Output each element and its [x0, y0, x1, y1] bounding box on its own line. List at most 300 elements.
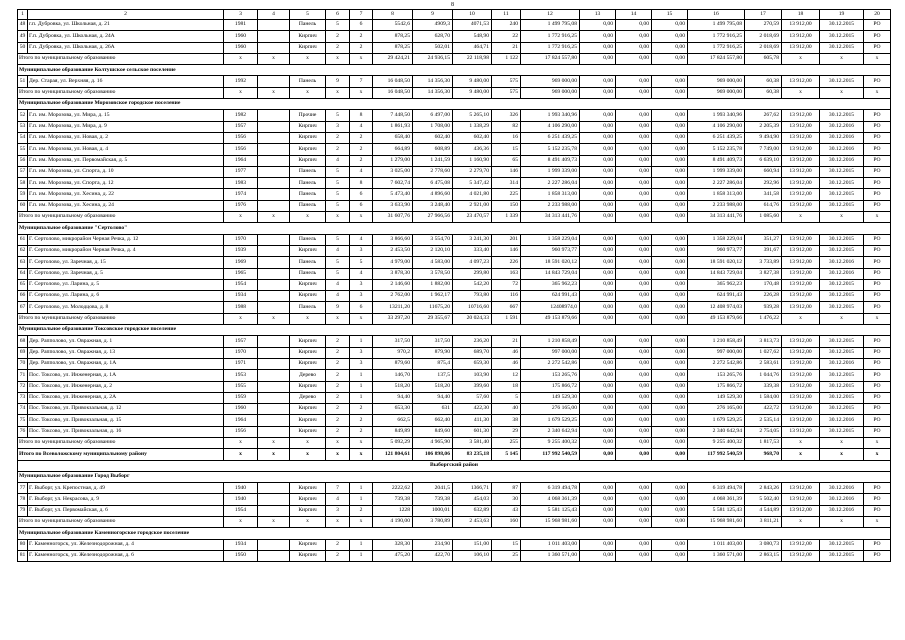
total-cell: 27 966,56	[413, 212, 453, 223]
table-cell: РО	[864, 505, 891, 516]
table-cell: 0,00	[652, 144, 688, 155]
table-cell: 30.12.2015	[820, 336, 864, 347]
table-cell: 3 633,90	[373, 200, 413, 211]
table-cell: РО	[864, 539, 891, 550]
table-cell: 4 097,23	[453, 257, 492, 268]
table-cell: 0,00	[652, 483, 688, 494]
table-cell	[258, 144, 290, 155]
table-cell: 0,00	[616, 550, 652, 561]
table-cell: 0,00	[616, 404, 652, 415]
table-cell: 13 912,00	[782, 42, 820, 53]
table-cell: 1 993 340,96	[688, 110, 745, 121]
table-cell: 69	[18, 347, 28, 358]
table-cell: 0,00	[580, 42, 616, 53]
table-cell: 326	[492, 110, 521, 121]
table-cell: 30.12.2015	[820, 234, 864, 245]
table-cell: 59	[18, 189, 28, 200]
table-cell: РО	[864, 550, 891, 561]
table-cell: 18	[492, 381, 521, 392]
total-cell: 0,00	[652, 212, 688, 223]
table-cell: Панель	[290, 166, 326, 177]
table-cell: 0,00	[580, 31, 616, 42]
table-cell: РО	[864, 336, 891, 347]
table-cell: 1971	[224, 358, 258, 369]
section-title: Муниципальное образование Колтушское сельское поселение	[18, 65, 891, 76]
table-cell: 3 554,70	[413, 234, 453, 245]
table-cell: 0,00	[616, 279, 652, 290]
table-cell: 0,00	[652, 166, 688, 177]
table-cell	[258, 347, 290, 358]
table-cell: 5 152 235,78	[521, 144, 580, 155]
table-cell: 969 000,00	[521, 76, 580, 87]
total-cell: х	[258, 449, 290, 460]
table-cell: 1950	[224, 550, 258, 561]
total-cell: х	[224, 437, 258, 448]
table-cell: Пос. Токсово, ул. Инженерная, д. 2А	[28, 392, 224, 403]
table-cell: 13 912,00	[782, 279, 820, 290]
table-cell: 43	[492, 505, 521, 516]
total-cell: х	[782, 437, 820, 448]
table-cell: 1934	[224, 291, 258, 302]
table-cell: 1957	[224, 336, 258, 347]
table-cell: 22	[492, 31, 521, 42]
table-cell: 997 000,00	[521, 347, 580, 358]
total-cell: 4 965,90	[413, 437, 453, 448]
table-cell	[258, 42, 290, 53]
table-cell: 365 962,23	[688, 279, 745, 290]
table-cell: 64	[18, 268, 28, 279]
table-row	[18, 42, 891, 53]
table-cell: 575	[492, 76, 521, 87]
table-cell: 30.12.2016	[820, 268, 864, 279]
table-cell: 137,5	[413, 370, 453, 381]
table-cell: 236,20	[453, 336, 492, 347]
table-cell: 1965	[224, 268, 258, 279]
subtotal-row	[18, 313, 891, 324]
table-cell: 0,00	[652, 381, 688, 392]
total-cell: х	[350, 87, 373, 98]
table-cell: 1953	[224, 370, 258, 381]
table-cell: Кирпич	[290, 245, 326, 256]
table-cell: 333,40	[453, 245, 492, 256]
table-cell: 80	[18, 539, 28, 550]
table-cell: 2 146,60	[373, 279, 413, 290]
table-cell: РО	[864, 76, 891, 87]
total-cell: х	[350, 53, 373, 64]
table-cell: 0,00	[616, 110, 652, 121]
table-cell: 6 639,10	[745, 155, 782, 166]
table-cell: 149 529,30	[521, 392, 580, 403]
table-cell: 2 453,50	[373, 245, 413, 256]
table-cell: 4 583,00	[413, 257, 453, 268]
table-cell: 1 241,59	[413, 155, 453, 166]
table-cell: 4 544,89	[745, 505, 782, 516]
table-cell: 3 813,73	[745, 336, 782, 347]
section-title: Муниципальное образование Каменногорское городское поселение	[18, 528, 891, 539]
table-cell: 3	[326, 121, 350, 132]
table-cell	[258, 483, 290, 494]
total-cell: 0,00	[616, 449, 652, 460]
total-cell: 121 804,61	[373, 449, 413, 460]
table-cell: 65	[492, 155, 521, 166]
table-cell: 689,70	[453, 347, 492, 358]
total-cell: 0,00	[616, 313, 652, 324]
table-cell: 7 448,50	[373, 110, 413, 121]
subtotal-row	[18, 517, 891, 528]
table-cell: 73	[18, 392, 28, 403]
table-cell: 1956	[224, 132, 258, 143]
table-cell: 13 912,00	[782, 550, 820, 561]
column-number: 20	[864, 10, 891, 20]
table-cell: РО	[864, 257, 891, 268]
table-cell: 52	[18, 110, 28, 121]
table-cell: 2 233 988,00	[521, 200, 580, 211]
table-cell: 0,00	[616, 155, 652, 166]
table-cell: 4	[350, 166, 373, 177]
total-cell: х	[258, 517, 290, 528]
table-cell: 0,00	[580, 347, 616, 358]
table-cell: 5	[326, 110, 350, 121]
table-cell: 7	[326, 483, 350, 494]
table-row	[18, 132, 891, 143]
table-cell: 1 499 795,08	[521, 20, 580, 31]
table-cell: 5	[326, 20, 350, 31]
table-cell: 2 233 988,00	[688, 200, 745, 211]
total-cell: х	[820, 313, 864, 324]
total-label: Итого по муниципальному образованию	[18, 517, 224, 528]
table-cell: 0,00	[652, 178, 688, 189]
table-cell: 1 027,62	[745, 347, 782, 358]
table-cell: 149 529,30	[688, 392, 745, 403]
table-cell: 4	[350, 268, 373, 279]
table-cell: 9 494,90	[745, 132, 782, 143]
column-number: 16	[688, 10, 745, 20]
table-cell: 5	[326, 257, 350, 268]
table-cell: 67	[18, 302, 28, 313]
table-cell: 30.12.2015	[820, 42, 864, 53]
total-cell: х	[782, 87, 820, 98]
table-cell: 4	[326, 291, 350, 302]
table-cell: Пос. Токсово, ул. Привокзальная, д. 12	[28, 404, 224, 415]
table-cell: Г. Каменногорск, ул. Железнодорожная, д. 6	[28, 550, 224, 561]
total-label: Итого по муниципальному образованию	[18, 53, 224, 64]
table-cell: 12	[492, 370, 521, 381]
table-cell: 1 772 916,25	[688, 42, 745, 53]
total-cell: х	[224, 313, 258, 324]
table-cell: Панель	[290, 178, 326, 189]
total-cell: х	[350, 449, 373, 460]
table-cell: 422,30	[453, 404, 492, 415]
table-cell: 2	[326, 358, 350, 369]
table-cell: 30.12.2015	[820, 291, 864, 302]
table-cell: 13 912,00	[782, 291, 820, 302]
table-cell: 0,00	[652, 494, 688, 505]
table-cell: 29	[492, 426, 521, 437]
table-cell: 0,00	[616, 144, 652, 155]
table-cell: 399,60	[453, 381, 492, 392]
table-cell: Панель	[290, 189, 326, 200]
table-cell: 10716,60	[453, 302, 492, 313]
table-cell: 0,00	[580, 178, 616, 189]
table-cell: 267,62	[745, 110, 782, 121]
table-row	[18, 505, 891, 516]
table-cell: 664,89	[373, 144, 413, 155]
table-cell: 87	[492, 483, 521, 494]
table-cell: 0,00	[652, 42, 688, 53]
table-cell: 5	[492, 392, 521, 403]
total-cell: х	[258, 212, 290, 223]
table-cell: 9	[326, 76, 350, 87]
table-cell: 391,67	[745, 245, 782, 256]
table-cell: 2 227 286,04	[688, 178, 745, 189]
subtotal-row	[18, 87, 891, 98]
total-cell: 605,78	[745, 53, 782, 64]
table-cell: 1 858 313,00	[688, 189, 745, 200]
table-cell: 0,00	[652, 336, 688, 347]
table-cell: Панель	[290, 20, 326, 31]
table-cell	[258, 178, 290, 189]
table-cell: 3 241,30	[453, 234, 492, 245]
table-cell: 13 912,00	[782, 347, 820, 358]
table-cell: 75	[18, 415, 28, 426]
table-cell: 2	[326, 550, 350, 561]
table-cell: Кирпич	[290, 539, 326, 550]
table-cell: 0,00	[616, 415, 652, 426]
table-cell: 30.12.2015	[820, 302, 864, 313]
table-cell: 79	[18, 505, 28, 516]
table-cell: 5	[326, 178, 350, 189]
table-cell: Панель	[290, 234, 326, 245]
total-cell: 969 000,00	[521, 87, 580, 98]
section-title: Муниципальное образование Токсовское городское поселение	[18, 325, 891, 336]
table-cell: 1 499 795,08	[688, 20, 745, 31]
column-number: 13	[580, 10, 616, 20]
table-cell: 2	[326, 42, 350, 53]
table-cell: 71	[18, 370, 28, 381]
table-cell	[258, 381, 290, 392]
table-cell: 234,90	[413, 539, 453, 550]
table-cell: 2	[350, 426, 373, 437]
table-cell	[258, 392, 290, 403]
table-row	[18, 358, 891, 369]
table-cell: 422,72	[745, 404, 782, 415]
table-cell: 30.12.2016	[820, 257, 864, 268]
table-cell: 0,00	[580, 279, 616, 290]
total-cell: х	[782, 53, 820, 64]
table-cell: 30.12.2015	[820, 31, 864, 42]
table-cell: 30.12.2015	[820, 178, 864, 189]
table-cell	[258, 291, 290, 302]
table-cell: 5 581 125,43	[688, 505, 745, 516]
table-cell	[258, 121, 290, 132]
table-cell: 1959	[224, 392, 258, 403]
total-cell: х	[224, 449, 258, 460]
table-cell: Г.п. им. Морозова, ул. Новая, д. 2	[28, 132, 224, 143]
table-cell: 2	[326, 144, 350, 155]
table-cell: 46	[492, 347, 521, 358]
table-cell: 30.12.2015	[820, 426, 864, 437]
table-cell: 0,00	[616, 200, 652, 211]
table-cell: 5 502,40	[745, 494, 782, 505]
table-cell: 341,58	[745, 189, 782, 200]
table-cell: 13 912,00	[782, 245, 820, 256]
table-cell: 56	[18, 155, 28, 166]
table-cell: 13 912,00	[782, 505, 820, 516]
table-cell: 21	[492, 42, 521, 53]
table-cell: 3 025,00	[373, 166, 413, 177]
table-cell: 0,00	[616, 20, 652, 31]
total-cell: 0,00	[652, 87, 688, 98]
total-cell: х	[290, 517, 326, 528]
table-cell: 1 962,17	[413, 291, 453, 302]
column-number: 1	[18, 10, 28, 20]
total-cell: х	[326, 313, 350, 324]
table-cell	[258, 20, 290, 31]
table-cell: 30.12.2016	[820, 132, 864, 143]
table-cell: 1976	[224, 200, 258, 211]
table-cell: 1 993 340,96	[521, 110, 580, 121]
table-cell: РО	[864, 415, 891, 426]
table-cell	[258, 257, 290, 268]
table-cell: 13 912,00	[782, 178, 820, 189]
table-cell: 6 251 439,25	[688, 132, 745, 143]
table-cell: Г. Выборг, ул. Крепостная, д. 49	[28, 483, 224, 494]
total-cell: 15 968 981,60	[521, 517, 580, 528]
table-cell: 13 912,00	[782, 110, 820, 121]
table-cell: 18 591 020,12	[688, 257, 745, 268]
table-cell: 0,00	[652, 404, 688, 415]
column-number: 10	[453, 10, 492, 20]
table-cell: 1977	[224, 166, 258, 177]
table-cell: Кирпич	[290, 505, 326, 516]
table-cell	[258, 539, 290, 550]
table-cell: 0,00	[652, 302, 688, 313]
table-row	[18, 494, 891, 505]
table-cell: 30.12.2016	[820, 415, 864, 426]
table-cell: 878,25	[373, 31, 413, 42]
table-cell: 602,40	[453, 132, 492, 143]
table-cell: 2	[326, 426, 350, 437]
table-cell: 0,00	[580, 132, 616, 143]
total-label: Итого по муниципальному образованию	[18, 87, 224, 98]
table-cell: 30.12.2015	[820, 392, 864, 403]
table-cell: 0,00	[616, 234, 652, 245]
table-cell: 454,03	[453, 494, 492, 505]
table-cell: 175 866,72	[688, 381, 745, 392]
table-cell: 1 210 858,49	[688, 336, 745, 347]
table-cell: Панель	[290, 76, 326, 87]
table-cell: Дерево	[290, 370, 326, 381]
table-cell: 328,30	[373, 539, 413, 550]
table-cell: 0,00	[580, 245, 616, 256]
total-cell: 4 190,00	[373, 517, 413, 528]
table-cell: Кирпич	[290, 381, 326, 392]
table-cell: 653,30	[373, 404, 413, 415]
total-cell: 34 313 441,76	[688, 212, 745, 223]
table-cell: 1969	[224, 257, 258, 268]
table-cell: 146	[492, 245, 521, 256]
table-cell: 9	[326, 302, 350, 313]
table-cell: Г. Сертолово, ул. Заречная, д. 5	[28, 268, 224, 279]
total-cell: 255	[492, 437, 521, 448]
total-label: Итого по муниципальному образованию	[18, 437, 224, 448]
table-cell: РО	[864, 483, 891, 494]
total-cell: 1 339	[492, 212, 521, 223]
total-cell: 0,00	[580, 87, 616, 98]
table-cell: 13 912,00	[782, 358, 820, 369]
table-cell: Г. Сертолово, ул. Заречная, д. 15	[28, 257, 224, 268]
table-cell: 1983	[224, 178, 258, 189]
table-cell: Г.п. им. Морозова, ул. Мира, д. 9	[28, 121, 224, 132]
table-cell: 1 011 403,00	[521, 539, 580, 550]
section-header-row	[18, 325, 891, 336]
table-cell: Г.п. им. Морозова, ул. Новая, д. 4	[28, 144, 224, 155]
table-cell: 30.12.2016	[820, 494, 864, 505]
table-row	[18, 166, 891, 177]
table-cell: 30.12.2015	[820, 189, 864, 200]
housing-repair-table	[17, 9, 891, 562]
table-cell: 2 754,05	[745, 426, 782, 437]
table-cell: 9 480,00	[453, 76, 492, 87]
total-cell: 34 313 441,76	[521, 212, 580, 223]
table-cell: 25	[492, 550, 521, 561]
table-cell: 4 021,80	[453, 189, 492, 200]
table-cell: 30.12.2016	[820, 155, 864, 166]
total-cell: х	[258, 313, 290, 324]
table-cell: 5542,6	[373, 20, 413, 31]
table-cell: 0,00	[616, 257, 652, 268]
table-cell	[258, 404, 290, 415]
table-cell: 0,00	[652, 279, 688, 290]
table-cell: 0,00	[652, 358, 688, 369]
table-row	[18, 110, 891, 121]
table-cell: Г.п. им. Морозова, ул. Спорта, д. 12	[28, 178, 224, 189]
total-cell: 0,00	[580, 53, 616, 64]
table-cell: 0,00	[580, 415, 616, 426]
table-cell: 0,00	[652, 505, 688, 516]
table-cell: 0,00	[580, 302, 616, 313]
table-row	[18, 144, 891, 155]
region-header-row	[18, 460, 891, 471]
table-cell: РО	[864, 279, 891, 290]
table-cell	[258, 415, 290, 426]
table-cell: 50	[18, 42, 28, 53]
table-row	[18, 347, 891, 358]
table-cell: 1 011 403,00	[688, 539, 745, 550]
table-cell: 57	[18, 166, 28, 177]
table-cell: 13 912,00	[782, 415, 820, 426]
table-cell: РО	[864, 426, 891, 437]
table-cell: 2222,62	[373, 483, 413, 494]
table-cell: 201	[492, 234, 521, 245]
table-cell: 0,00	[616, 358, 652, 369]
table-cell: 276 165,00	[521, 404, 580, 415]
total-cell: 9 480,00	[453, 87, 492, 98]
table-cell: 226,28	[745, 291, 782, 302]
table-cell	[258, 358, 290, 369]
table-cell: 1934	[224, 539, 258, 550]
section-header-row	[18, 223, 891, 234]
table-cell: 0,00	[616, 268, 652, 279]
table-cell: 0,00	[616, 245, 652, 256]
table-cell: 475,20	[373, 550, 413, 561]
column-number: 2	[28, 10, 224, 20]
table-cell: 13 912,00	[782, 268, 820, 279]
subtotal-row	[18, 437, 891, 448]
column-number: 12	[521, 10, 580, 20]
table-cell: 30.12.2015	[820, 381, 864, 392]
total-cell: 0,00	[652, 449, 688, 460]
